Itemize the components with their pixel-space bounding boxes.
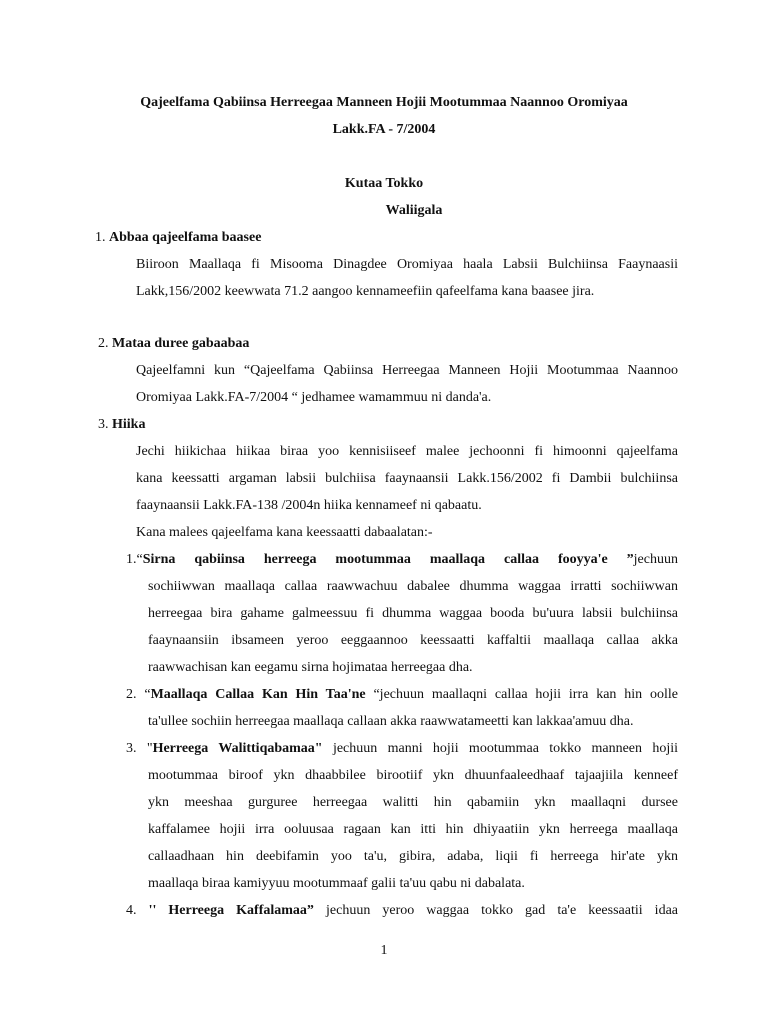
section-heading [98,334,249,354]
paragraph-line: Kana malees qajeelfama kana keessaatti dabaalatan:- [136,525,433,540]
paragraph-line: raawwachisan kan eegamu sirna hojimataa herreegaa dha. [148,660,473,675]
section-heading [98,415,145,435]
item-number: 2. [126,687,137,702]
item-number: 1. [126,552,137,567]
section-number: 1. [95,230,106,245]
defined-term: Herreega Kaffalamaa” [168,903,314,918]
definition-item: 1.“Sirna qabiinsa herreega mootummaa maallaqa callaa fooyya'e ”jechuun [126,552,678,567]
document-title: Qajeelfama Qabiinsa Herreegaa Manneen Hojii Mootummaa Naannoo Oromiyaa [140,95,628,110]
section-title: Mataa duree gabaabaa [112,336,250,351]
definition-item: 2. “Maallaqa Callaa Kan Hin Taa'ne “jechuun maallaqni callaa hojii irra kan hin oolle [126,687,679,702]
paragraph-line: maallaqa biraa kamiyyuu mootummaaf galii ta'uu qabu ni dabalata. [148,876,525,891]
paragraph-line: kaffalamee hojii irra ooluusaa ragaan kan itti hin dhiyaatiin ykn herreega maallaqa [148,822,678,837]
paragraph-line: Oromiyaa Lakk.FA-7/2004 “ jedhamee wamammuu ni danda'a. [136,390,492,405]
section-number: 3. [98,417,109,432]
defined-term: Sirna qabiinsa herreega mootummaa maallaqa callaa fooyya'e ” [142,552,634,567]
item-number: 4. [126,903,137,918]
part-subtitle: Waliigala [385,203,443,218]
definition-text: “jechuun maallaqni callaa hojii irra kan hin oolle [373,687,679,702]
document-number: Lakk.FA - 7/2004 [332,122,436,137]
paragraph-line: Lakk,156/2002 keewwata 71.2 aangoo kennameefiin qafeelfama kana baasee jira. [136,284,595,299]
paragraph-line: sochiiwwan maallaqa callaa raawwachuu dabalee dhumma waggaa irratti sochiiwwan [148,579,678,594]
paragraph-line: callaadhaan hin deebifamin yoo ta'u, gibira, adaba, liqii fi herreega hir'ate ykn [148,849,678,864]
paragraph-line: faaynaansiin ibsameen yeroo eeggaannoo keessaatti kaffaltii maallaqa callaa akka [148,633,678,648]
section-number: 2. [98,336,109,351]
defined-term: Maallaqa Callaa Kan Hin Taa'ne [150,687,366,702]
paragraph-line: Biiroon Maallaqa fi Misooma Dinagdee Oromiyaa haala Labsii Bulchiinsa Faaynaasii [136,257,678,272]
definition-text: jechuun manni hojii mootummaa tokko manneen hojii [332,741,679,756]
item-number: 3. [126,741,137,756]
paragraph-line: mootummaa biroof ykn dhaabbilee birootiif ykn dhuunfaaleedhaaf tajaajiila kenneef [148,768,678,783]
definition-text: jechuun [633,552,678,567]
page-number: 1 [380,943,388,958]
definition-item: 4. '' Herreega Kaffalamaa” jechuun yeroo waggaa tokko gad ta'e keessaatii idaa [126,903,679,918]
definition-text: jechuun yeroo waggaa tokko gad ta'e keessaatii idaa [326,903,679,918]
definition-item: 3. "Herreega Walittiqabamaa" jechuun manni hojii mootummaa tokko manneen hojii [126,741,679,756]
section-heading [95,228,261,248]
paragraph-line: faaynaansii Lakk.FA-138 /2004n hiika kennameef ni qabaatu. [136,498,482,513]
paragraph-line: ykn meeshaa gurguree herreegaa walitti hin qabamiin ykn maallaqni dursee [148,795,678,810]
paragraph-line: ta'ullee sochiin herreegaa maallaqa callaan akka raawwatameetti kan lakkaa'amuu dha. [148,714,634,729]
paragraph-line: kana keessatti argaman labsii bulchiisa faaynaansii Lakk.156/2002 fi Dambii bulchiinsa [136,471,678,486]
paragraph-line: herreegaa bira gahame galmeessuu fi dhumma waggaa booda bu'uura labsii bulchiinsa [148,606,678,621]
section-title: Abbaa qajeelfama baasee [109,230,262,245]
paragraph-line: Jechi hiikichaa hiikaa biraa yoo kennisiiseef malee jechoonni fi himoonni qajeelfama [136,444,678,459]
section-title: Hiika [112,417,146,432]
paragraph-line: Qajeelfamni kun “Qajeelfama Qabiinsa Herreegaa Manneen Hojii Mootummaa Naannoo [136,363,678,378]
part-title: Kutaa Tokko [344,176,424,191]
defined-term: Herreega Walittiqabamaa" [152,741,323,756]
